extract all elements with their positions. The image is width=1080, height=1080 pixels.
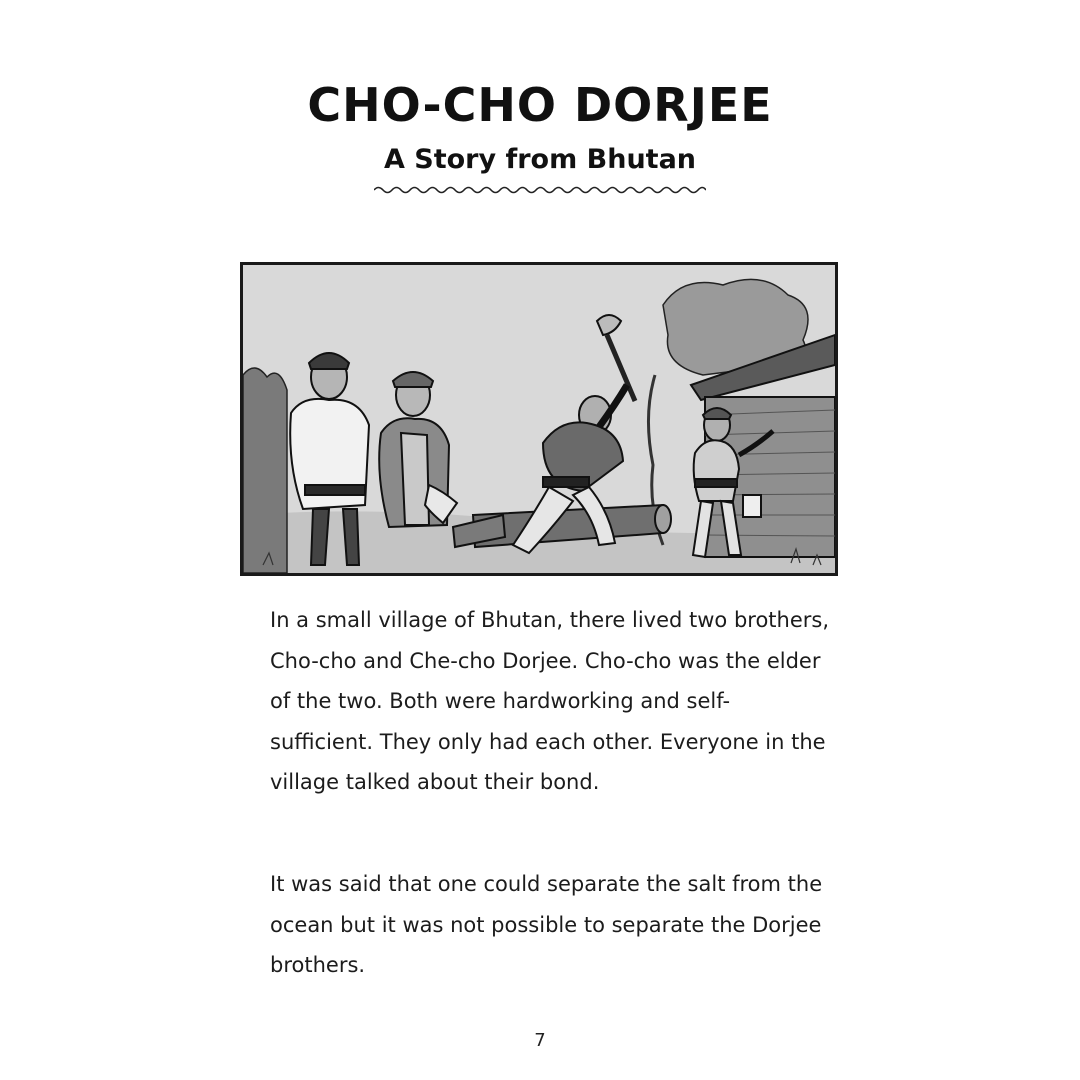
page-title: CHO-CHO DORJEE [307, 78, 773, 132]
village-brothers-illustration [243, 265, 835, 573]
wavy-underline-decoration [374, 184, 706, 196]
page-subtitle: A Story from Bhutan [383, 144, 697, 175]
page-number: 7 [534, 1030, 546, 1051]
story-illustration [240, 262, 838, 576]
story-paragraph: It was said that one could separate the salt from the ocean but it was not possible to separate the Dorjee brothers. [270, 872, 823, 977]
story-paragraph: In a small village of Bhutan, there lived two brothers, Cho-cho and Che-cho Dorjee. Cho-cho was the elder of the two. Both were hardworking and self-sufficient. They only had each other. Everyone in the village talked about their bond. [270, 608, 830, 794]
